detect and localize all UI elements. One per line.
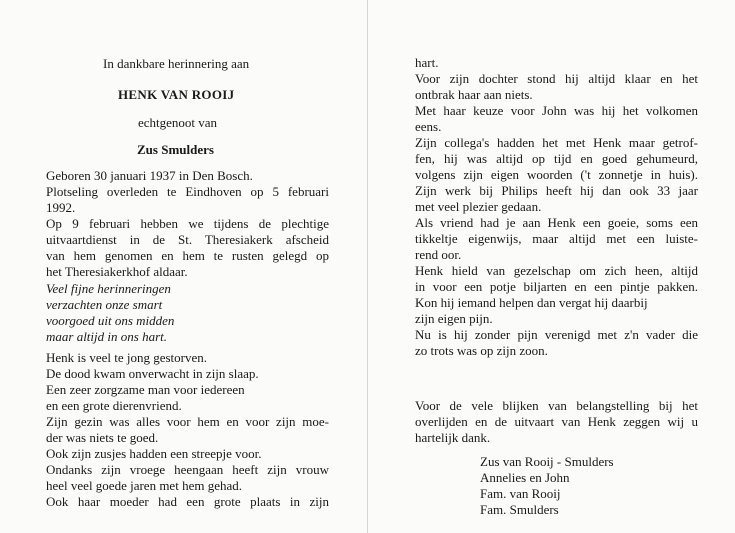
signature-line: Zus van Rooij - Smulders — [480, 454, 614, 469]
text-line: Zijn collega's hadden het met Henk maar getrof- — [415, 135, 698, 150]
tribute-line: der was niets te goed. — [46, 430, 159, 445]
text-line: Kon hij iemand helpen dan vergat hij daarbij — [415, 295, 648, 310]
thanks-line: hartelijk dank. — [415, 430, 491, 445]
text-line: ontbrak haar aan niets. — [415, 87, 533, 102]
bio-line: Op 9 februari hebben we tijdens de plechtige — [46, 216, 329, 231]
bio-line: van hem genomen en hem te rusten gelegd op — [46, 248, 329, 263]
tribute-line: Een zeer zorgzame man voor iedereen — [46, 382, 245, 397]
poem-line: maar altijd in ons hart. — [46, 329, 167, 344]
spouse-label: echtgenoot van — [138, 115, 218, 130]
text-line: in voor een potje biljarten en een pintje pakken. — [415, 279, 698, 294]
bio-line: Plotseling overleden te Eindhoven op 5 februari — [46, 184, 329, 199]
bio-line: uitvaartdienst in de St. Theresiakerk afscheid — [46, 232, 329, 247]
tribute-line: Zijn gezin was alles voor hem en voor zijn moe- — [46, 414, 329, 429]
tribute-line: De dood kwam onverwacht in zijn slaap. — [46, 366, 259, 381]
right-page — [368, 0, 735, 533]
text-line: Zijn werk bij Philips heeft hij dan ook 33 jaar — [415, 183, 698, 198]
thanks-line: overlijden en de uitvaart van Henk zeggen wij u — [415, 414, 698, 429]
bio-line: 1992. — [46, 200, 76, 215]
text-line: Met haar keuze voor John was hij het volkomen — [415, 103, 698, 118]
tribute-line: Ook haar moeder had een grote plaats in zijn — [46, 494, 329, 509]
text-line: zo trots was op zijn zoon. — [415, 343, 548, 358]
signature-line: Annelies en John — [480, 470, 570, 485]
text-line: Als vriend had je aan Henk een goeie, soms een — [415, 215, 698, 230]
intro-line: In dankbare herinnering aan — [103, 56, 250, 71]
text-line: eens. — [415, 119, 442, 134]
thanks-line: Voor de vele blijken van belangstelling bij het — [415, 398, 698, 413]
text-line: fen, hij was altijd op tijd en goed gehumeurd, — [415, 151, 698, 166]
text-line: rend oor. — [415, 247, 462, 262]
text-line: tikkeltje eigenwijs, maar altijd met een luiste- — [415, 231, 698, 246]
text-line: met veel plezier gedaan. — [415, 199, 542, 214]
tribute-line: Ondanks zijn vroege heengaan heeft zijn vrouw — [46, 462, 329, 477]
text-line: volgens zijn eigen woorden ('t zonnetje in huis). — [415, 167, 698, 182]
poem-line: Veel fijne herinneringen — [46, 281, 171, 296]
signature-line: Fam. van Rooij — [480, 486, 561, 501]
text-line: hart. — [415, 55, 439, 70]
text-line: Henk hield van gezelschap om zich heen, altijd — [415, 263, 698, 278]
signature-line: Fam. Smulders — [480, 502, 559, 517]
text-line: Voor zijn dochter stond hij altijd klaar en het — [415, 71, 698, 86]
text-line: Nu is hij zonder pijn verenigd met z'n vader die — [415, 327, 698, 342]
deceased-name: HENK VAN ROOIJ — [118, 87, 235, 102]
left-page — [0, 0, 367, 533]
bio-line: het Theresiakerkhof aldaar. — [46, 264, 188, 279]
poem-line: verzachten onze smart — [46, 297, 163, 312]
tribute-line: Ook zijn zusjes hadden een streepje voor. — [46, 446, 262, 461]
tribute-line: heel veel goede jaren met hem gehad. — [46, 478, 242, 493]
text-line: zijn eigen pijn. — [415, 311, 493, 326]
bio-line: Geboren 30 januari 1937 in Den Bosch. — [46, 168, 253, 183]
tribute-line: en een grote dierenvriend. — [46, 398, 182, 413]
tribute-line: Henk is veel te jong gestorven. — [46, 350, 208, 365]
poem-line: voorgoed uit ons midden — [46, 313, 175, 328]
spouse-name: Zus Smulders — [137, 142, 214, 157]
